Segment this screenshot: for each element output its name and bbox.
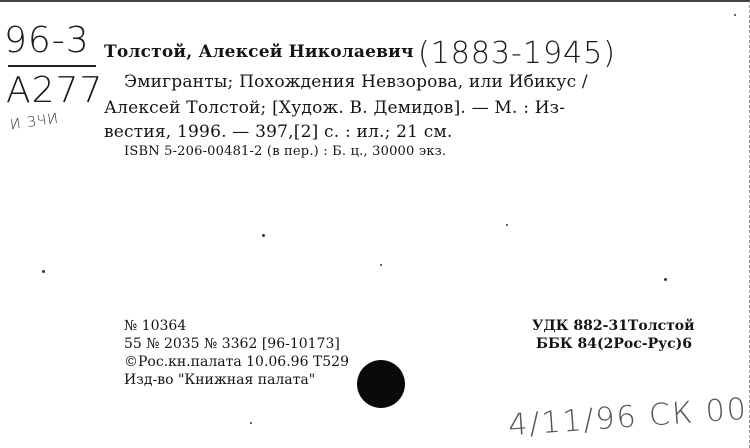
scan-speck	[664, 278, 667, 281]
entry-author: Толстой, Алексей Николаевич	[104, 42, 414, 62]
handwritten-side-note: И ЗЧИ	[9, 110, 60, 134]
handwritten-shelf-mark-top: 96-3	[4, 20, 90, 61]
ink-blot	[357, 360, 405, 408]
scan-speck	[250, 422, 252, 424]
footer-udk: УДК 882-31Толстой	[532, 318, 695, 334]
entry-isbn: ISBN 5-206-00481-2 (в пер.) : Б. ц., 30000 экз.	[124, 144, 447, 159]
scan-speck	[42, 270, 45, 273]
footer-book-chamber: ©Рос.кн.палата 10.06.96 Т529	[124, 354, 349, 370]
entry-line-publication: вестия, 1996. — 397,[2] с. : ил.; 21 см.	[104, 122, 453, 142]
entry-line-title: Эмигранты; Похождения Невзорова, или Ибикус /	[124, 72, 588, 92]
entry-line-responsibility: Алексей Толстой; [Худож. В. Демидов]. — М. : Из-	[104, 98, 566, 118]
scan-speck	[734, 14, 736, 16]
handwritten-shelf-mark-bottom: A277	[6, 70, 104, 111]
footer-publisher: Изд-во "Книжная палата"	[124, 372, 316, 388]
footer-registration: 55 № 2035 № 3362 [96-10173]	[124, 336, 340, 352]
footer-bbk: ББК 84(2Рос-Рус)6	[536, 336, 692, 352]
scan-speck	[262, 234, 265, 237]
footer-card-number: № 10364	[124, 318, 187, 334]
handwritten-corner-code: 4/11/96 СК 00	[507, 391, 749, 444]
handwritten-dates: (1883-1945)	[418, 36, 616, 71]
handwritten-underline	[8, 65, 96, 67]
scan-speck	[380, 264, 382, 266]
scan-speck	[506, 224, 508, 226]
